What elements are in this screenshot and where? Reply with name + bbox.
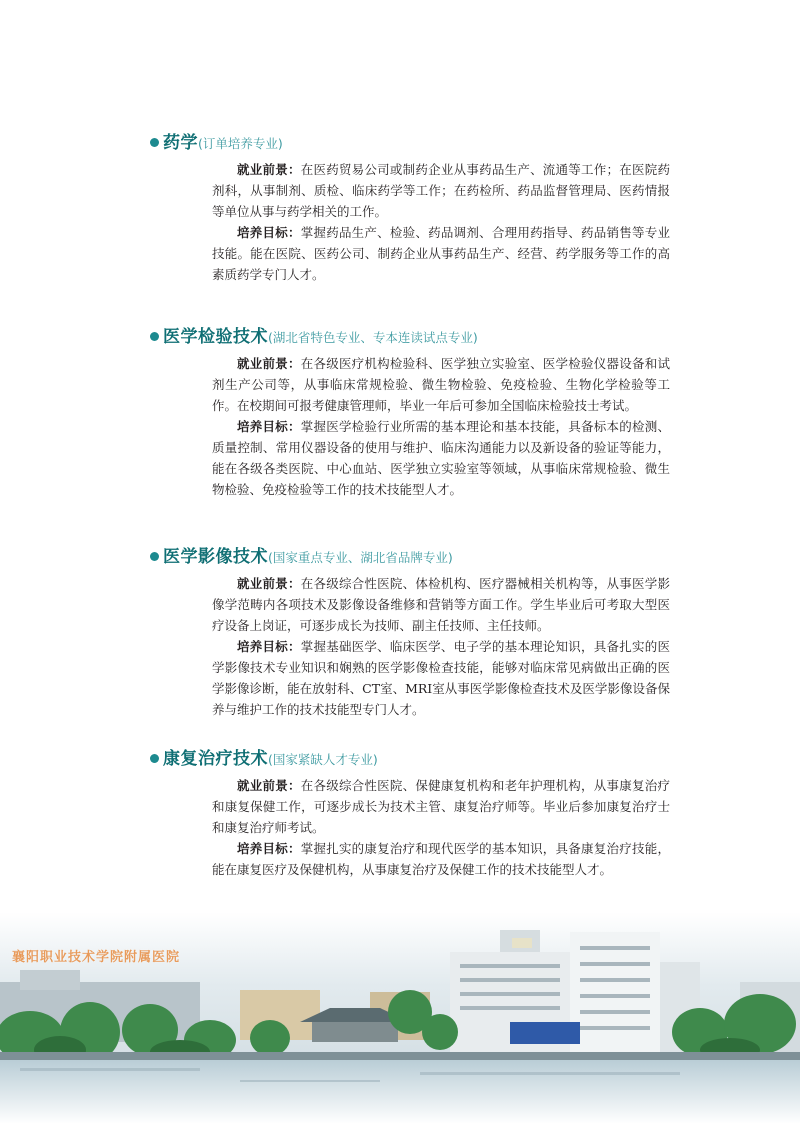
section-subtitle: (湖北省特色专业、专本连读试点专业): [268, 330, 478, 345]
goal-text: 掌握扎实的康复治疗和现代医学的基本知识，具备康复治疗技能，能在康复医疗及保健机构，从事康复治疗及保健工作的技术技能型人才。: [212, 841, 670, 877]
section-title: 医学检验技术: [163, 327, 268, 347]
section-title: 康复治疗技术: [163, 749, 268, 769]
goal-text: 掌握基础医学、临床医学、电子学的基本理论知识，具备扎实的医学影像技术专业知识和娴熟的医学影像检查技能，能够对临床常见病做出正确的医学影像诊断，能在放射科、CT室、MRI室从事医学影像检查技术及医学影像设备保养与维护工作的技术技能型专门人才。: [212, 639, 670, 717]
prospects-label: 就业前景：: [237, 356, 301, 371]
section-subtitle: (国家重点专业、湖北省品牌专业): [268, 550, 453, 565]
training-goal: [212, 222, 670, 285]
employment-prospects: [212, 159, 670, 222]
section-medical-laboratory: [150, 322, 670, 500]
prospects-label: 就业前景：: [237, 162, 301, 177]
section-heading: [150, 542, 670, 567]
prospects-text: 在各级综合性医院、保健康复机构和老年护理机构，从事康复治疗和康复保健工作，可逐步成长为技术主管、康复治疗师等。毕业后参加康复治疗士和康复治疗师考试。: [212, 778, 670, 835]
prospects-label: 就业前景：: [237, 778, 301, 793]
goal-text: 掌握医学检验行业所需的基本理论和基本技能，具备标本的检测、质量控制、常用仪器设备的使用与维护、临床沟通能力以及新设备的验证等能力，能在各级各类医院、中心血站、医学独立实验室等领域，从事临床常规检验、微生物检验、免疫检验等工作的技术技能型人才。: [212, 419, 670, 497]
hospital-photo-banner: [0, 912, 800, 1124]
bullet-icon: [150, 754, 159, 763]
training-goal: [212, 838, 670, 880]
employment-prospects: [212, 353, 670, 416]
bullet-icon: [150, 332, 159, 341]
section-subtitle: (订单培养专业): [198, 136, 283, 151]
employment-prospects: [212, 775, 670, 838]
prospects-text: 在医药贸易公司或制药企业从事药品生产、流通等工作；在医院药剂科，从事制剂、质检、临床药学等工作；在药检所、药品监督管理局、医药情报等单位从事与药学相关的工作。: [212, 162, 670, 219]
goal-label: 培养目标：: [237, 639, 301, 654]
goal-label: 培养目标：: [237, 841, 301, 856]
section-title: 医学影像技术: [163, 547, 268, 567]
goal-label: 培养目标：: [237, 419, 301, 434]
section-heading: [150, 744, 670, 769]
training-goal: [212, 416, 670, 500]
prospects-label: 就业前景：: [237, 576, 301, 591]
prospects-text: 在各级医疗机构检验科、医学独立实验室、医学检验仪器设备和试剂生产公司等，从事临床常规检验、微生物检验、免疫检验、生物化学检验等工作。在校期间可报考健康管理师，毕业一年后可参加全国临床检验技士考试。: [212, 356, 670, 413]
section-heading: [150, 322, 670, 347]
section-medical-imaging: [150, 542, 670, 720]
prospects-text: 在各级综合性医院、体检机构、医疗器械相关机构等，从事医学影像学范畴内各项技术及影像设备维修和营销等方面工作。学生毕业后可考取大型医疗设备上岗证，可逐步成长为技师、副主任技师、主任技师。: [212, 576, 670, 633]
bullet-icon: [150, 138, 159, 147]
section-title: 药学: [163, 133, 198, 153]
goal-label: 培养目标：: [237, 225, 301, 240]
section-heading: [150, 128, 670, 153]
section-rehabilitation: [150, 744, 670, 880]
employment-prospects: [212, 573, 670, 636]
hospital-campus-illustration: [0, 912, 800, 1124]
bullet-icon: [150, 552, 159, 561]
training-goal: [212, 636, 670, 720]
hospital-name: 襄阳职业技术学院附属医院: [12, 950, 181, 965]
section-pharmacy: [150, 128, 670, 285]
section-subtitle: (国家紧缺人才专业): [268, 752, 378, 767]
goal-text: 掌握药品生产、检验、药品调剂、合理用药指导、药品销售等专业技能。能在医院、医药公司、制药企业从事药品生产、经营、药学服务等工作的高素质药学专门人才。: [212, 225, 670, 282]
